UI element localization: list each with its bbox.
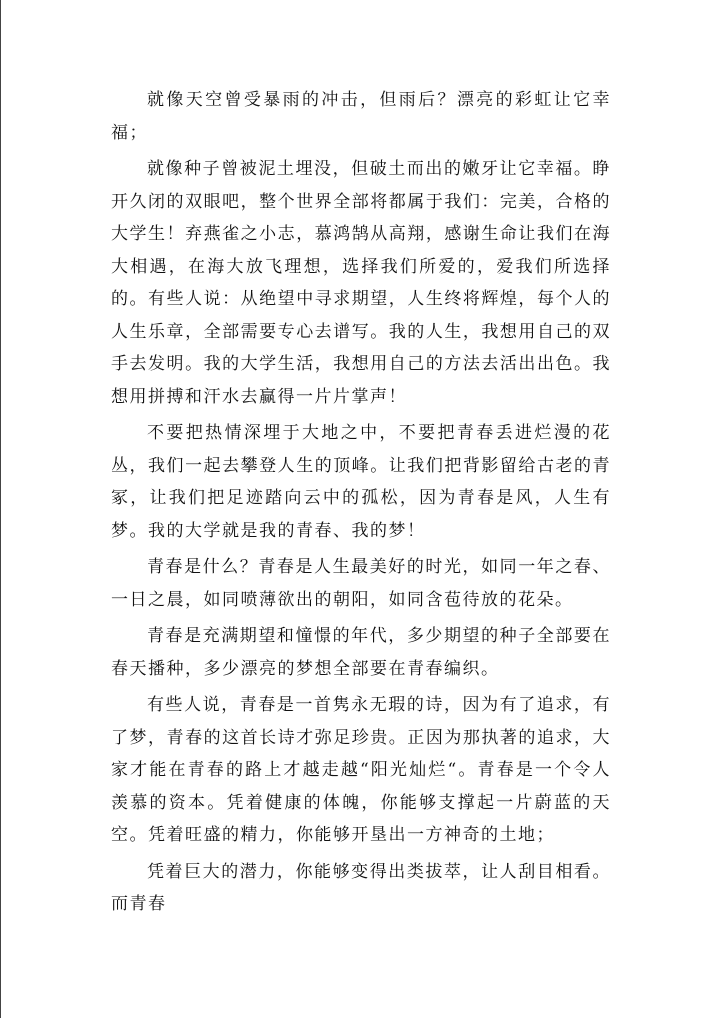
paragraph-3: 不要把热情深埋于大地之中，不要把青春丢进烂漫的花丛，我们一起去攀登人生的顶峰。让我们把背影留给古老的青冢，让我们把足迹踏向云中的孤松，因为青春是风，人生有梦。我的大学就是我的青春、我的梦！ [111,423,611,541]
paragraph-1: 就像天空曾受暴雨的冲击，但雨后？漂亮的彩虹让它幸福； [111,90,611,143]
page-left-border [0,0,1,1018]
paragraph-6: 有些人说，青春是一首隽永无瑕的诗，因为有了追求，有了梦，青春的这首长诗才弥足珍贵。正因为那执著的追求，大家才能在青春的路上才越走越“阳光灿烂“。青春是一个令人羡慕的资本。凭着健康的体魄，你能够支撑起一片蔚蓝的天空。凭着旺盛的精力，你能够开垦出一方神奇的土地； [111,695,611,845]
paragraph-7: 凭着巨大的潜力，你能够变得出类拔萃，让人刮目相看。而青春 [111,861,611,914]
paragraph-4: 青春是什么？青春是人生最美好的时光，如同一年之春、一日之晨，如同喷薄欲出的朝阳，如同含苞待放的花朵。 [111,557,611,610]
paragraph-5: 青春是充满期望和憧憬的年代，多少期望的种子全部要在春天播种，多少漂亮的梦想全部要在青春编织。 [111,626,611,679]
paragraph-2: 就像种子曾被泥土埋没，但破土而出的嫩牙让它幸福。睁开久闭的双眼吧，整个世界全部将都属于我们：完美，合格的大学生！弃燕雀之小志，慕鸿鹄从高翔，感谢生命让我们在海大相遇，在海大放飞理想，选择我们所爱的，爱我们所选择的。有些人说：从绝望中寻求期望，人生终将辉煌，每个人的人生乐章，全部需要专心去谱写。我的人生，我想用自己的双手去发明。我的大学生活，我想用自己的方法去活出出色。我想用拼搏和汗水去赢得一片片掌声！ [111,159,611,407]
document-body [111,84,611,925]
